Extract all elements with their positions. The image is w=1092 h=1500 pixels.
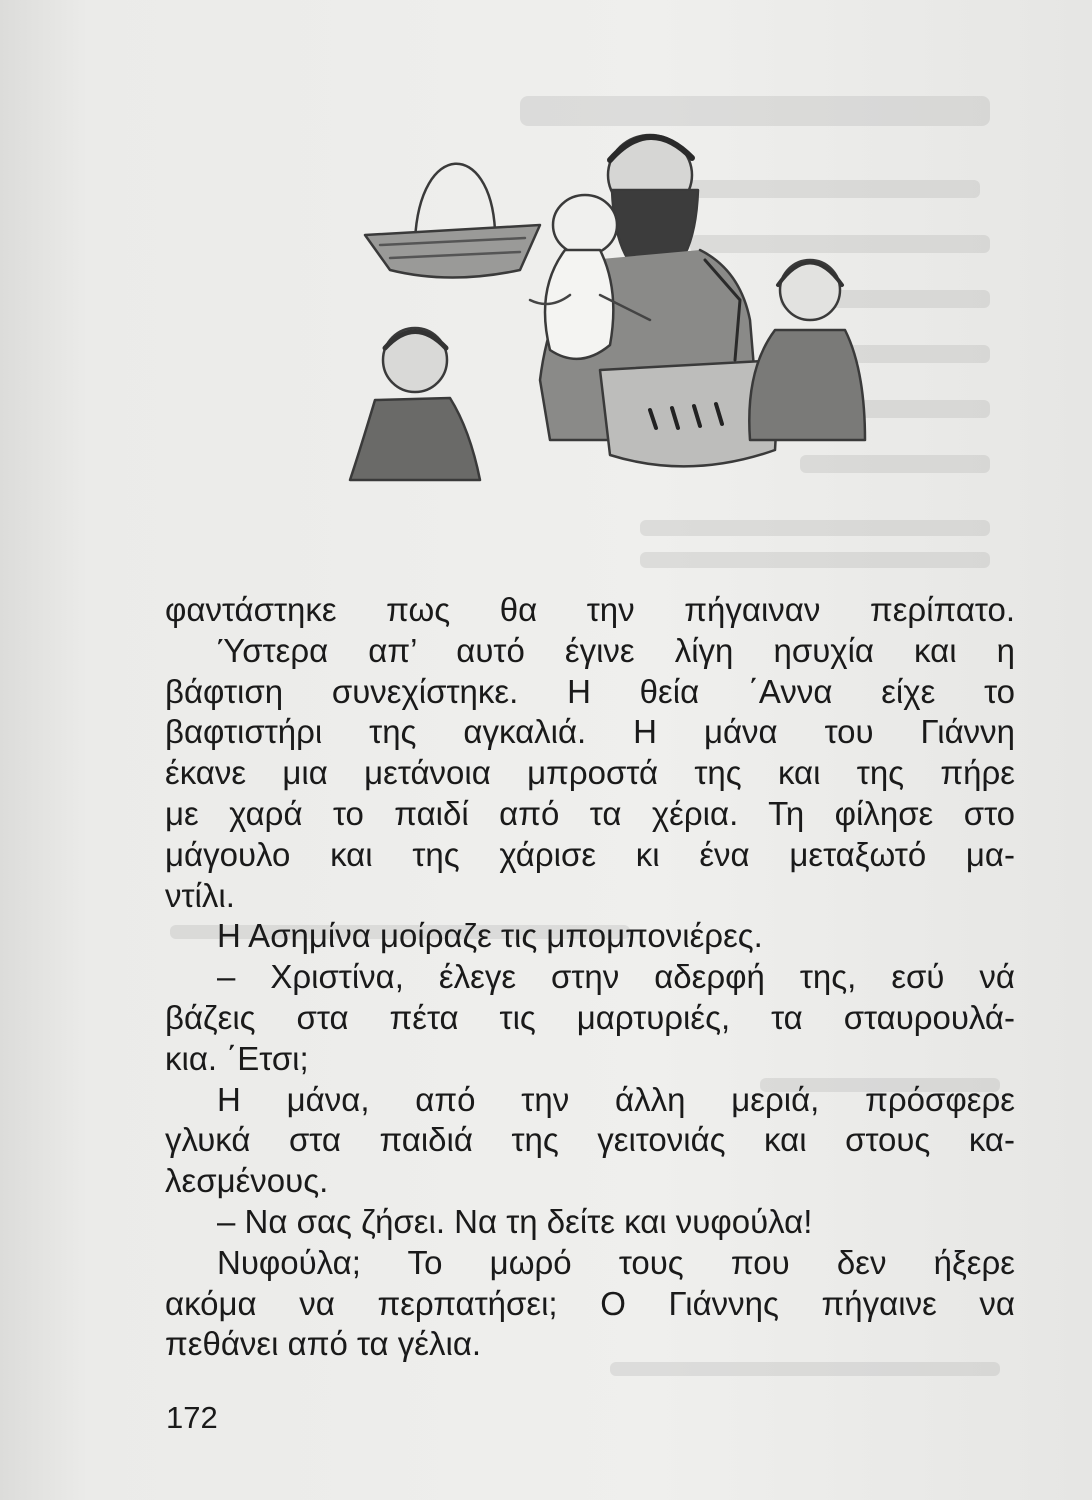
text-line: έκανε μια μετάνοια μπροστά της και της πήρε bbox=[165, 754, 1015, 792]
text-line: μάγουλο και της χάρισε κι ένα μεταξωτό μα- bbox=[165, 835, 1015, 873]
girl-head bbox=[780, 260, 840, 320]
baby-body bbox=[545, 250, 613, 359]
text-line: βαφτιστήρι της αγκαλιά. Η μάνα του Γιάννη bbox=[165, 713, 1015, 751]
body-text bbox=[165, 590, 1015, 1365]
boy-body bbox=[350, 398, 480, 480]
text-line: γλυκά στα παιδιά της γειτονιάς και στους κα- bbox=[165, 1121, 1015, 1159]
baptism-illustration bbox=[320, 120, 880, 520]
text-line: λεσμένους. bbox=[165, 1162, 329, 1200]
text-line: ντίλι. bbox=[165, 876, 235, 914]
text-line: Η Ασημίνα μοίραζε τις μπομπονιέρες. bbox=[217, 917, 763, 955]
girl-body bbox=[749, 330, 865, 440]
text-line: με χαρά το παιδί από τα χέρια. Τη φίλησε στο bbox=[165, 794, 1015, 832]
text-line: κια. ΄Ετσι; bbox=[165, 1039, 309, 1077]
text-line: – Να σας ζήσει. Να τη δείτε και νυφούλα! bbox=[217, 1202, 813, 1240]
baby-head bbox=[553, 195, 617, 255]
text-line: ακόμα να περπατήσει; Ο Γιάννης πήγαινε να bbox=[165, 1284, 1015, 1322]
text-line: φαντάστηκε πως θα την πήγαιναν περίπατο. bbox=[165, 591, 1015, 628]
text-line: πεθάνει από τα γέλια. bbox=[165, 1325, 482, 1363]
text-line: βάφτιση συνεχίστηκε. Η θεία ΄Αννα είχε το bbox=[165, 672, 1015, 710]
text-line: – Χριστίνα, έλεγε στην αδερφή της, εσύ νά bbox=[217, 958, 1015, 996]
page-number: 172 bbox=[166, 1400, 218, 1435]
text-line: βάζεις στα πέτα τις μαρτυριές, τα σταυρουλά- bbox=[165, 998, 1015, 1036]
text-line: Η μάνα, από την άλλη μεριά, πρόσφερε bbox=[217, 1080, 1015, 1118]
text-line: Ύστερα απ’ αυτό έγινε λίγη ησυχία και η bbox=[217, 631, 1015, 669]
text-line: Νυφούλα; Το μωρό τους που δεν ήξερε bbox=[217, 1243, 1015, 1281]
